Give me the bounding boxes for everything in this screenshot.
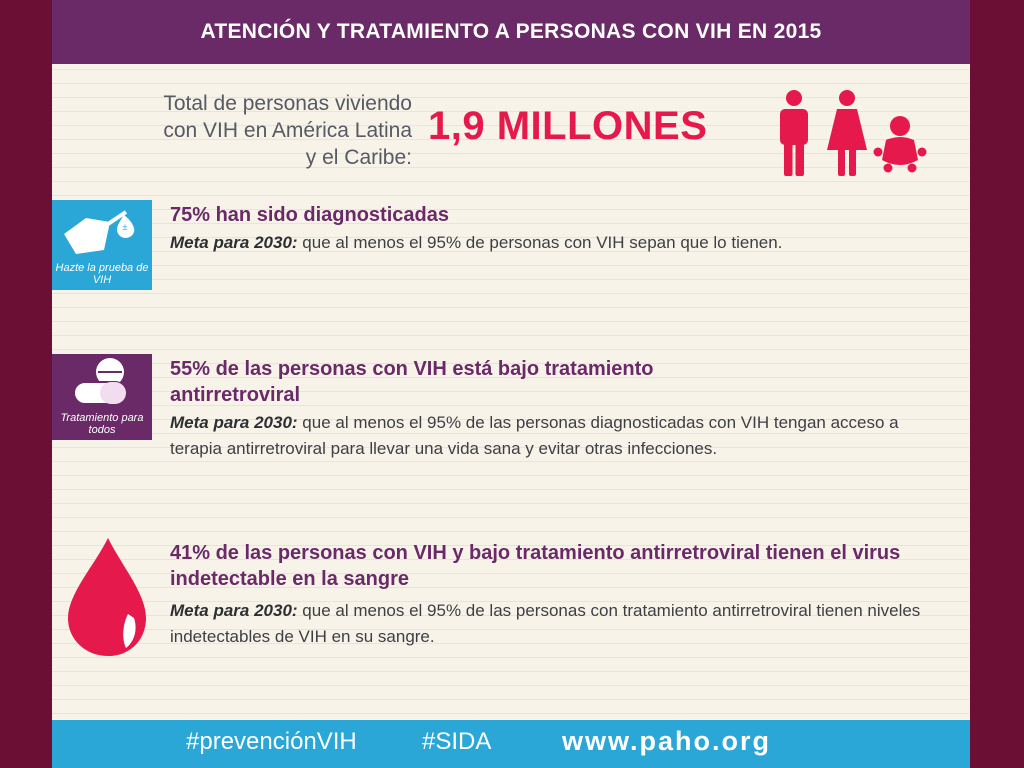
goal-label: Meta para 2030: (170, 233, 298, 252)
section-goal-undetectable (170, 598, 950, 650)
section-goal-treatment (170, 410, 950, 462)
section-goal-diagnosed (170, 230, 950, 256)
total-value: 1,9 MILLONES (428, 104, 708, 148)
test-kit-caption: Hazte la prueba de VIH (55, 262, 149, 286)
header-bar (52, 0, 970, 64)
man-icon (780, 90, 808, 176)
blood-drop-icon (64, 536, 148, 658)
website-link[interactable]: www.paho.org (562, 726, 771, 756)
section-headline-diagnosed: 75% han sido diagnosticadas (170, 204, 449, 226)
test-kit-icon (52, 200, 152, 260)
goal-text: que al menos el 95% de las personas diagnosticadas con VIH tengan acceso a terapia antirretroviral para llevar una vida sana y evitar otras infecciones. (170, 413, 899, 458)
goal-text: que al menos el 95% de personas con VIH sepan que lo tienen. (297, 233, 783, 252)
goal-label: Meta para 2030: (170, 601, 298, 620)
pills-icon (52, 354, 152, 410)
svg-text:±: ± (122, 222, 128, 232)
section-headline-treatment: 55% de las personas con VIH está bajo tratamiento antirretroviral (170, 358, 654, 406)
infographic (52, 0, 970, 768)
section-headline-undetectable: 41% de las personas con VIH y bajo tratamiento antirretroviral tienen el virus indetectable en la sangre (170, 542, 901, 590)
total-label (92, 90, 412, 171)
treatment-caption: Tratamiento para todos (60, 412, 144, 436)
baby-icon (874, 116, 927, 173)
total-label-line-1: Total de personas viviendo (163, 92, 412, 115)
test-kit-badge (52, 200, 152, 290)
footer-bar (52, 720, 970, 768)
hashtag-sida[interactable]: #SIDA (422, 728, 492, 755)
hashtag-prevencion[interactable]: #prevenciónVIH (186, 728, 357, 755)
people-icons (774, 88, 934, 178)
total-label-line-3: y el Caribe: (305, 146, 412, 169)
page-title: ATENCIÓN Y TRATAMIENTO A PERSONAS CON VIH EN 2015 (200, 20, 822, 43)
total-label-line-2: con VIH en América Latina (163, 119, 412, 142)
goal-label: Meta para 2030: (170, 413, 298, 432)
woman-icon (827, 90, 867, 176)
treatment-badge (52, 354, 152, 440)
goal-text: que al menos el 95% de las personas con tratamiento antirretroviral tienen niveles indetectables de VIH en su sangre. (170, 601, 921, 646)
